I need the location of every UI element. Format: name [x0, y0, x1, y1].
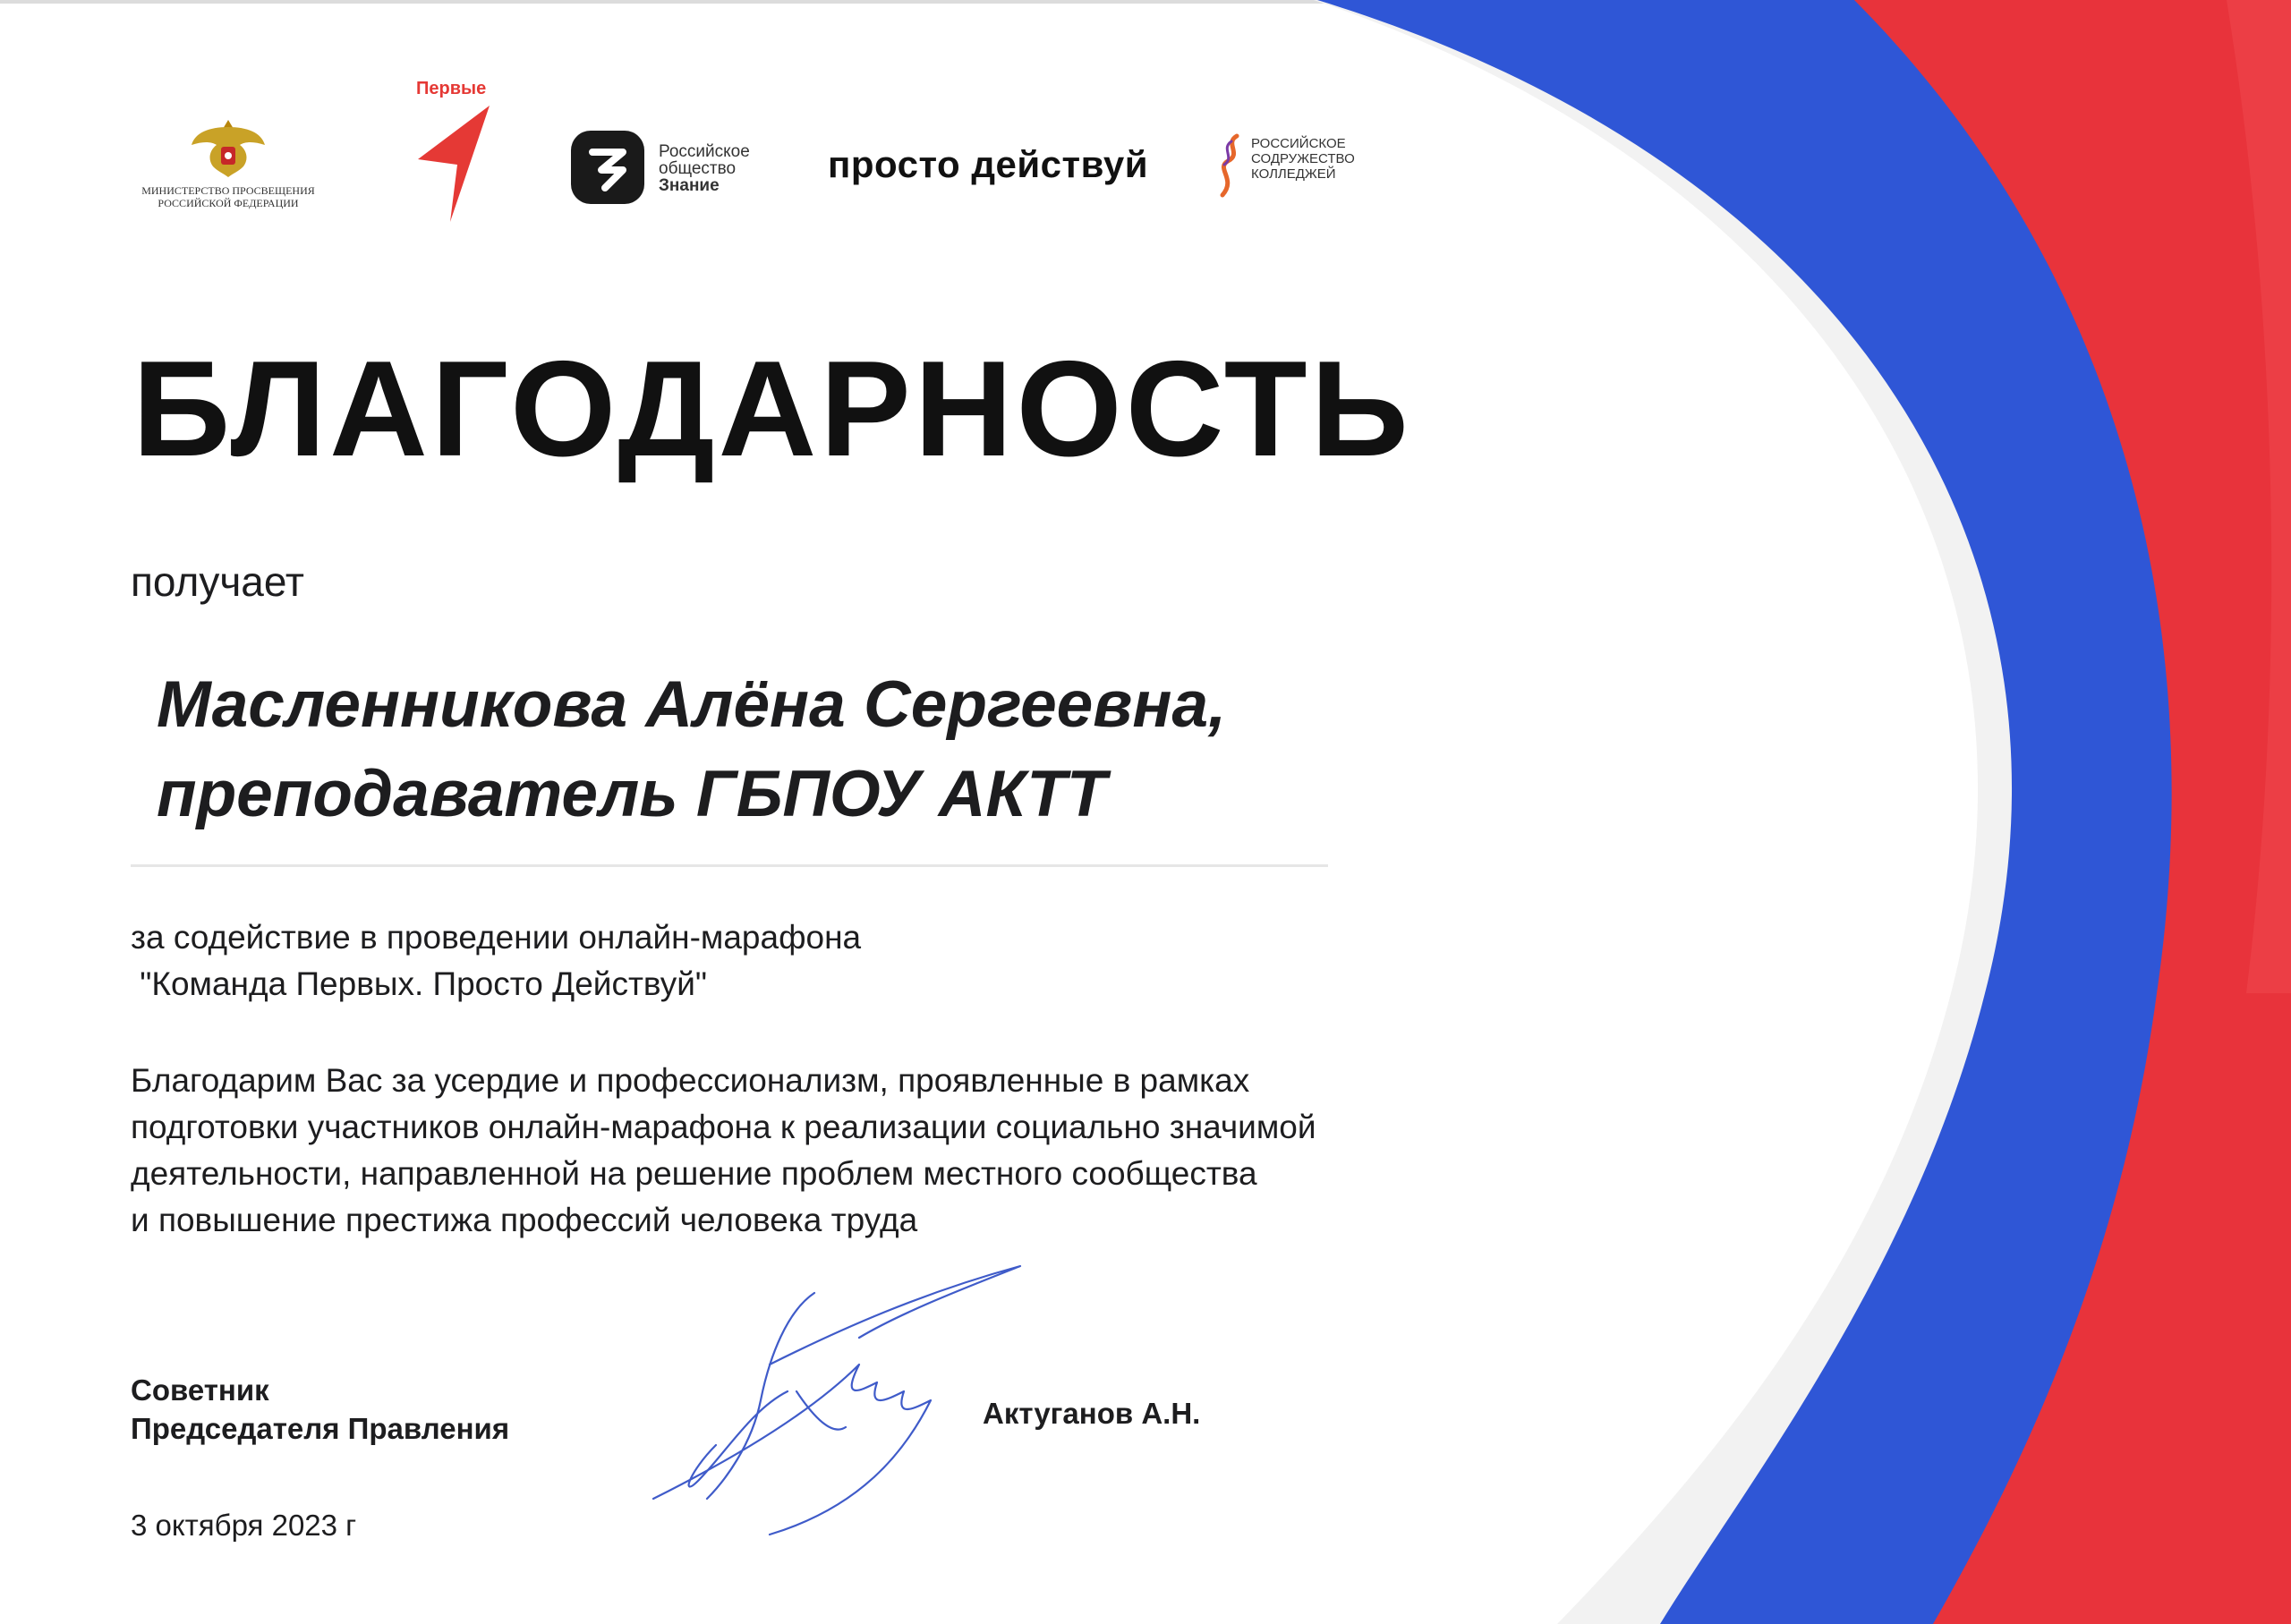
- receives-label: получает: [131, 558, 304, 605]
- body-line-4: и повышение престижа профессий человека труда: [131, 1202, 918, 1238]
- znanie-line-2: общество: [659, 159, 737, 178]
- body-line-3: деятельности, направленной на решение проблем местного сообщества: [131, 1155, 1257, 1192]
- prosto-wordmark: просто действуй: [828, 143, 1149, 185]
- pervye-one-icon: [407, 79, 515, 231]
- signer-position: [131, 1371, 509, 1448]
- colleges-caption: РОССИЙСКОЕ СОДРУЖЕСТВО КОЛЛЕДЖЕЙ: [1251, 136, 1355, 182]
- reason-line-2: "Команда Первых. Просто Действуй": [131, 965, 708, 1002]
- certificate-title: БЛАГОДАРНОСТЬ: [132, 333, 1412, 485]
- ministry-logo: [116, 115, 340, 222]
- body-line-1: Благодарим Вас за усердие и профессионализм, проявленные в рамках: [131, 1062, 1250, 1099]
- colleges-swirl-icon: [1206, 131, 1251, 202]
- divider: [131, 864, 1328, 867]
- pervye-label: Первые: [416, 79, 487, 98]
- znanie-line-3: Знание: [659, 176, 720, 195]
- signer-name: Актуганов А.Н.: [983, 1397, 1201, 1430]
- recipient-name: [157, 660, 1226, 839]
- recipient-line-1: Масленникова Алёна Сергеевна,: [157, 668, 1227, 741]
- issue-date: 3 октября 2023 г: [131, 1509, 357, 1542]
- znanie-z-icon: [569, 129, 646, 206]
- znanie-logo: [569, 129, 775, 209]
- ministry-caption: МИНИСТЕРСТВО ПРОСВЕЩЕНИЯ РОССИЙСКОЙ ФЕДЕРАЦИИ: [141, 184, 315, 209]
- gratitude-body: [131, 1058, 1316, 1244]
- pervye-logo: [407, 79, 515, 231]
- eagle-emblem-icon: [116, 115, 340, 186]
- prosto-logo: [828, 140, 1168, 190]
- znanie-line-1: Российское: [659, 142, 750, 161]
- reason-line-1: за содействие в проведении онлайн-марафона: [131, 919, 862, 956]
- reason-text: [131, 914, 861, 1008]
- signer-position-line-2: Председателя Правления: [131, 1412, 510, 1445]
- body-line-2: подготовки участников онлайн-марафона к реализации социально значимой: [131, 1109, 1316, 1145]
- colleges-logo: [1206, 131, 1376, 202]
- znanie-caption: [659, 143, 750, 194]
- recipient-line-2: преподаватель ГБПОУ АКТТ: [157, 758, 1107, 830]
- signer-position-line-1: Советник: [131, 1373, 269, 1407]
